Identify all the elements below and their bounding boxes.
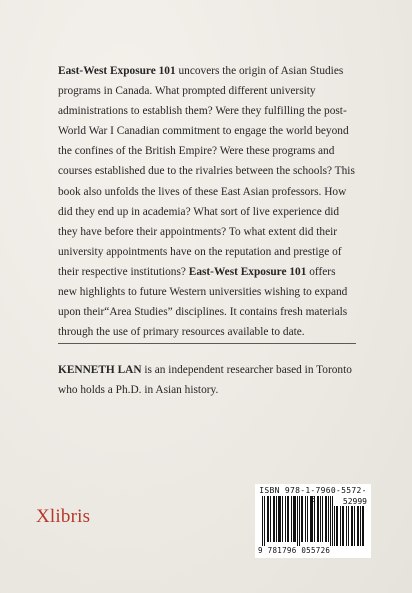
price-code: 52999: [342, 497, 367, 506]
author-bio: [58, 360, 356, 400]
isbn-label: ISBN 978-1-7960-5572-: [259, 486, 367, 495]
description-text-2: offers new highlights to future Western universities wishing to expand upon their“Area Studies” disciplines. It contains fresh materials through the use of primary resources available to date.: [58, 265, 348, 339]
author-name: KENNETH LAN: [58, 364, 142, 376]
book-description: [58, 61, 356, 342]
book-title-ref-2: East-West Exposure 101: [188, 265, 307, 278]
description-text-1: uncovers the origin of Asian Studies programs in Canada. What prompted different university administrations to establish them? Were they fulfilling the post-World War I Canadian commitment to engage the world beyond the confines of the British Empire? Were these programs and courses established due to the rivalries between the schools? This book also unfolds the lives of these East Asian professors. How did they end up in academia? What sort of live experience did they have before their appointments? To what extent did their university appointments have on the reputation and prestige of their respective institutions?: [58, 65, 355, 278]
barcode-number: 9 781796 055726: [258, 546, 331, 555]
book-title-ref-1: East-West Exposure 101: [58, 65, 176, 77]
publisher-logo: Xlibris: [36, 506, 91, 527]
barcode-block: [255, 484, 371, 558]
section-divider: [58, 343, 356, 344]
author-bio-text: is an independent researcher based in Toronto who holds a Ph.D. in Asian history.: [58, 364, 352, 397]
price-barcode-image: [333, 506, 366, 546]
